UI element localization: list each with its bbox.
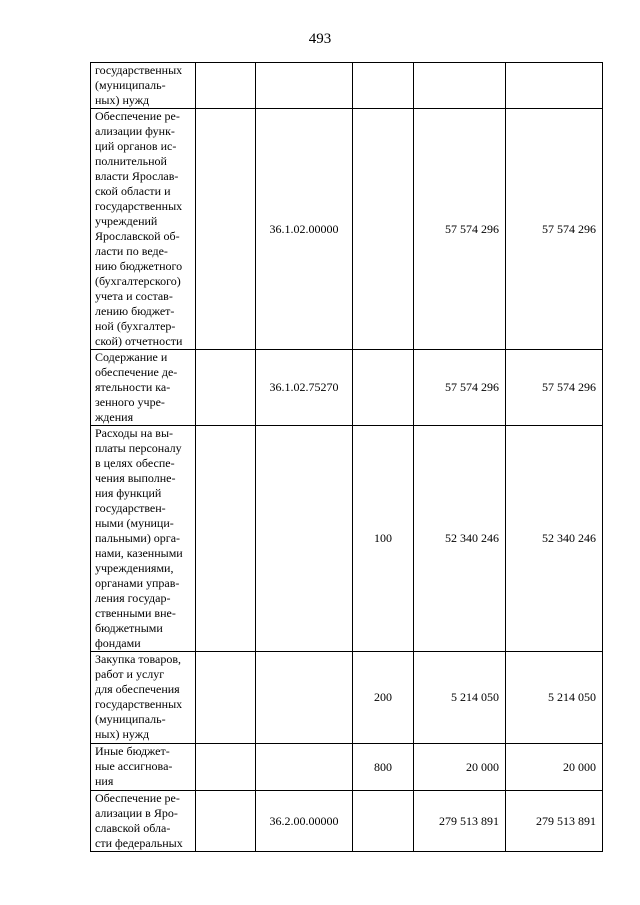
table-row	[91, 109, 603, 350]
row-name-cell: государственных (муниципаль- ных) нужд	[91, 63, 196, 109]
row-type-cell	[353, 350, 414, 426]
budget-table	[90, 62, 603, 852]
row-name-cell: Содержание и обеспечение де- ятельности ка- зенного учре- ждения	[91, 350, 196, 426]
row-name-cell: Закупка товаров, работ и услуг для обеспечения государственных (муниципаль- ных) нужд	[91, 652, 196, 744]
row-amount1-cell: 52 340 246	[414, 426, 506, 652]
row-amount2-cell: 52 340 246	[506, 426, 603, 652]
row-amount1-cell: 5 214 050	[414, 652, 506, 744]
table-row	[91, 426, 603, 652]
row-amount1-cell: 20 000	[414, 744, 506, 791]
row-code-cell: 36.2.00.00000	[256, 791, 353, 852]
row-amount1-cell: 57 574 296	[414, 350, 506, 426]
row-amount2-cell	[506, 63, 603, 109]
row-code-cell: 36.1.02.00000	[256, 109, 353, 350]
row-type-cell	[353, 63, 414, 109]
row-empty-cell	[196, 426, 256, 652]
table-row	[91, 652, 603, 744]
row-code-cell	[256, 63, 353, 109]
row-name-cell: Расходы на вы- платы персоналу в целях обеспе- чения выполне- ния функций государствен- ными (муници- пальными) орга- нами, казенными учреждениями, органами управ- ления государ- ственными вне- бюджетными фондами	[91, 426, 196, 652]
row-name-cell: Обеспечение ре- ализации функ- ций органов ис- полнительной власти Ярослав- ской области и государственных учреждений Ярославской об- ласти по веде- нию бюджетного (бухгалтерского) учета и состав- лению бюджет- ной (бухгалтер- ской) отчетности	[91, 109, 196, 350]
row-type-cell	[353, 791, 414, 852]
row-amount2-cell: 57 574 296	[506, 109, 603, 350]
row-empty-cell	[196, 652, 256, 744]
row-type-cell: 800	[353, 744, 414, 791]
row-type-cell: 100	[353, 426, 414, 652]
row-amount1-cell: 279 513 891	[414, 791, 506, 852]
row-name-cell: Обеспечение ре- ализации в Яро- славской обла- сти федеральных	[91, 791, 196, 852]
table-row	[91, 744, 603, 791]
row-amount2-cell: 279 513 891	[506, 791, 603, 852]
row-code-cell	[256, 744, 353, 791]
row-empty-cell	[196, 744, 256, 791]
row-amount1-cell: 57 574 296	[414, 109, 506, 350]
row-empty-cell	[196, 791, 256, 852]
table-row	[91, 791, 603, 852]
row-code-cell	[256, 426, 353, 652]
row-empty-cell	[196, 350, 256, 426]
row-amount2-cell: 5 214 050	[506, 652, 603, 744]
page-number: 493	[308, 31, 332, 47]
row-code-cell: 36.1.02.75270	[256, 350, 353, 426]
row-code-cell	[256, 652, 353, 744]
row-empty-cell	[196, 63, 256, 109]
row-amount2-cell: 20 000	[506, 744, 603, 791]
row-type-cell: 200	[353, 652, 414, 744]
table-row	[91, 63, 603, 109]
row-amount1-cell	[414, 63, 506, 109]
row-type-cell	[353, 109, 414, 350]
row-name-cell: Иные бюджет- ные ассигнова- ния	[91, 744, 196, 791]
row-amount2-cell: 57 574 296	[506, 350, 603, 426]
table-row	[91, 350, 603, 426]
row-empty-cell	[196, 109, 256, 350]
